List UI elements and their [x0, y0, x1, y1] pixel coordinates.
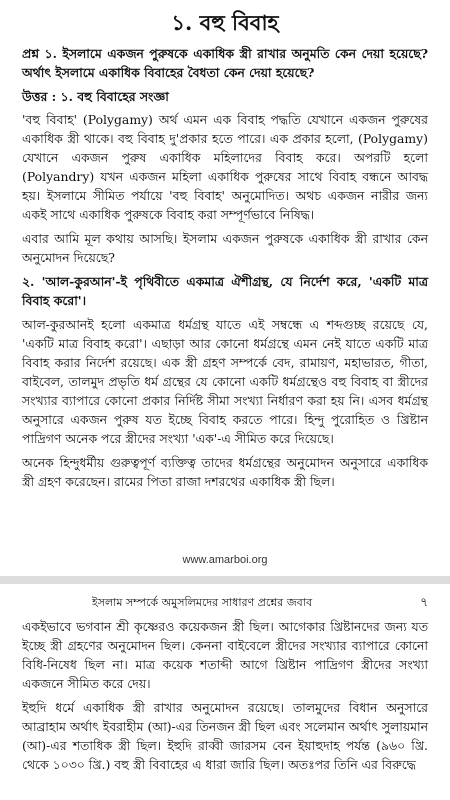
- chapter-title: ১. বহু বিবাহ: [171, 10, 279, 35]
- definition-paragraph: 'বহু বিবাহ' (Polygamy) অর্থ এমন এক বিবাহ পদ্ধতি যেখানে একজন পুরুষের একাধিক স্ত্রী থাকে। বহু বিবাহ দু'প্রকার হতে পারে। এক প্রকার হলো, (Polygamy) যেখানে একজন পুরুষ একাধিক মহিলাদের বিবাহ করে। অপরটি হলো (Polyandry) যখন একজন মহিলা একাধিক পুরুষের সাথে বিবাহ বন্ধনে আবদ্ধ হয়। ইসলামে সীমিত পর্যায়ে 'বহু বিবাহ' অনুমোদিত। অথচ একজন নারীর জন্য একই সাথে একাধিক পুরুষকে বিবাহ করা সম্পূর্ণভাবে নিষিদ্ধ।: [22, 112, 428, 222]
- krishna-paragraph: একইভাবে ভগবান শ্রী কৃষ্ণেরও কয়েকজন স্ত্রী ছিল। আগেকার খ্রিষ্টানদের জন্য যত ইচ্ছে স্ত্রী গ্রহণের অনুমোদন ছিল। কেননা বাইবেলে স্ত্রীদের সংখ্যার ব্যাপারে কোনো বিধি-নিষেধ ছিল না। মাত্র কয়েক শতাব্দী আগে খ্রিষ্টান পাদ্রিগণ স্ত্রীদের সংখ্যা একজনে সীমিত করে দেয়।: [22, 619, 428, 691]
- judaism-paragraph: ইহুদি ধর্মে একাধিক স্ত্রী রাখার অনুমোদন রয়েছে। তালমুদের বিধান অনুসারে আব্রাহাম অর্থাৎ ইবরাহীম (আ)-এর তিনজন স্ত্রী ছিল এবং সলেমান অর্থাৎ সুলায়মান (আ)-এর শতাধিক স্ত্রী ছিল। ইহুদি রাব্বী জারসম বেন ইয়াহুদাহ পর্যন্ত (৯৬০ খ্রি. থেকে ১০৩০ খ্রি.) বহু স্ত্রী বিবাহের এ ধারা জারি ছিল। অতঃপর তিনি এর বিরুদ্ধে: [22, 700, 428, 772]
- running-header: [22, 594, 428, 611]
- website-footer[interactable]: www.amarboi.org: [182, 554, 268, 566]
- transition-paragraph: এবার আমি মূল কথায় আসছি। ইসলাম একজন পুরুষকে একাধিক স্ত্রী রাখার কেন অনুমোদন দিয়েছে?: [22, 231, 428, 265]
- page-number: ৭: [420, 595, 428, 609]
- page-bottom: [0, 590, 450, 800]
- point-two-heading: ২. 'আল-কুরআন'-ই পৃথিবীতে একমাত্র ঐশীগ্রন্থ, যে নির্দেশ করে, 'একটি মাত্র বিবাহ করো'।: [22, 274, 428, 308]
- running-head-title: ইসলাম সম্পর্কে অমুসলিমদের সাধারণ প্রশ্নের জবাব: [92, 596, 313, 609]
- answer-heading: উত্তর : ১. বহু বিবাহের সংজ্ঞা: [22, 89, 169, 104]
- question-paragraph: প্রশ্ন ১. ইসলামে একজন পুরুষকে একাধিক স্ত্রী রাখার অনুমতি কেন দেয়া হয়েছে? অর্থাৎ ইসলামে একাধিক বিবাহের বৈধতা কেন দেয়া হয়েছে?: [22, 46, 428, 80]
- hindu-paragraph: অনেক হিন্দুধর্মীয় গুরুত্বপূর্ণ ব্যক্তিত্ব তাদের ধর্মগ্রন্থের অনুমোদন অনুসারে একাধিক স্ত্রী গ্রহণ করেছেন। রামের পিতা রাজা দশরথের একাধিক স্ত্রী ছিল।: [22, 455, 428, 489]
- quran-paragraph: আল-কুরআনই হলো একমাত্র ধর্মগ্রন্থ যাতে এই সম্বন্ধে এ শব্দগুচ্ছ রয়েছে যে, 'একটি মাত্র বিবাহ করো'। এছাড়া আর কোনো ধর্মগ্রন্থে এমন নেই যাতে একটি মাত্র বিবাহ করার নির্দেশ রয়েছে। এক স্ত্রী গ্রহণ সম্পর্কে বেদ, রামায়ণ, মহাভারত, গীতা, বাইবেল, তালমুদ প্রভৃতি ধর্ম গ্রন্থের যে কোনো একটি ধর্মগ্রন্থেও বহু বিবাহ বা স্ত্রীদের সংখ্যার ব্যাপারে কোনো প্রকার নির্দিষ্ট সীমা সংখ্যা নির্ধারণ করা হয় নি। এসব ধর্মগ্রন্থ অনুসারে একজন পুরুষ যত ইচ্ছে বিবাহ করতে পারে। হিন্দু পুরোহিত ও খ্রিষ্টান পাদ্রিগণ অনেক পরে স্ত্রীদের সংখ্যা 'এক'-এ সীমিত করে দিয়েছে।: [22, 317, 428, 446]
- page-divider: [0, 576, 450, 584]
